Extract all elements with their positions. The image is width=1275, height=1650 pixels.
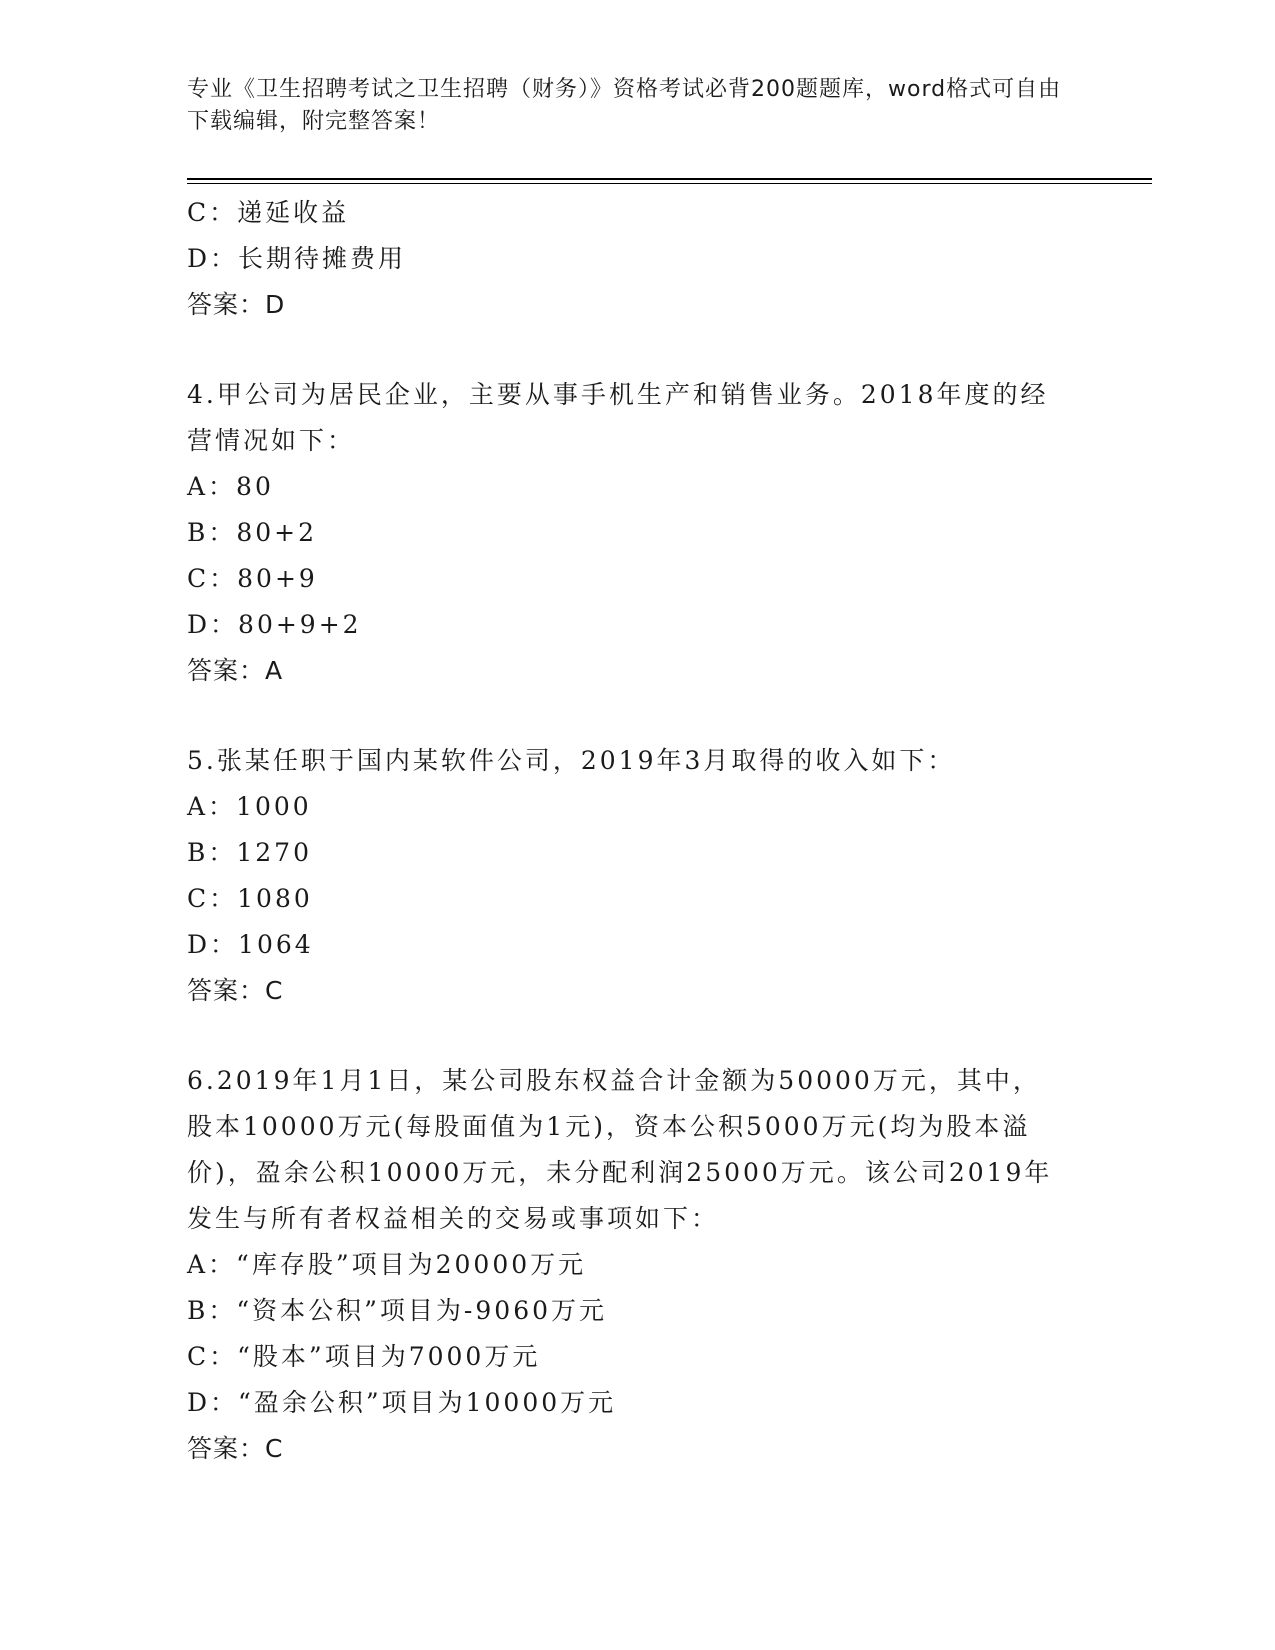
option-c: C：递延收益 [187, 198, 350, 227]
question-list [187, 190, 1067, 1472]
option-b: B：1270 [187, 838, 312, 867]
option-c: C：1080 [187, 884, 313, 913]
spacer [187, 1014, 1067, 1058]
option-b: B：80+2 [187, 518, 318, 547]
answer: 答案：C [187, 1434, 284, 1463]
question-3 [187, 190, 1067, 328]
option-d: D：80+9+2 [187, 610, 362, 639]
option-a: A：“库存股”项目为20000万元 [187, 1250, 587, 1279]
answer: 答案：D [187, 290, 286, 319]
option-c: C：80+9 [187, 564, 318, 593]
answer: 答案：A [187, 656, 284, 685]
spacer [187, 694, 1067, 738]
option-b: B：“资本公积”项目为-9060万元 [187, 1296, 608, 1325]
option-d: D：“盈余公积”项目为10000万元 [187, 1388, 617, 1417]
header-divider-thick [187, 178, 1152, 180]
question-stem: 6.2019年1月1日，某公司股东权益合计金额为50000万元，其中，股本10000万元(每股面值为1元)，资本公积5000万元(均为股本溢价)，盈余公积10000万元，未分配利润25000万元。该公司2019年发生与所有者权益相关的交易或事项如下： [187, 1066, 1053, 1233]
option-d: D：长期待摊费用 [187, 244, 407, 273]
option-a: A：80 [187, 472, 274, 501]
option-a: A：1000 [187, 792, 312, 821]
header-divider-thin [187, 183, 1152, 184]
question-stem: 4.甲公司为居民企业，主要从事手机生产和销售业务。2018年度的经营情况如下： [187, 380, 1049, 455]
question-6 [187, 1058, 1067, 1472]
option-c: C：“股本”项目为7000万元 [187, 1342, 541, 1371]
question-5 [187, 738, 1067, 1014]
question-4 [187, 372, 1067, 694]
answer: 答案：C [187, 976, 284, 1005]
document-header: 专业《卫生招聘考试之卫生招聘（财务）》资格考试必背200题题库，word格式可自由下载编辑，附完整答案！ [187, 77, 1062, 134]
option-d: D：1064 [187, 930, 314, 959]
spacer [187, 328, 1067, 372]
question-stem: 5.张某任职于国内某软件公司，2019年3月取得的收入如下： [187, 746, 956, 775]
